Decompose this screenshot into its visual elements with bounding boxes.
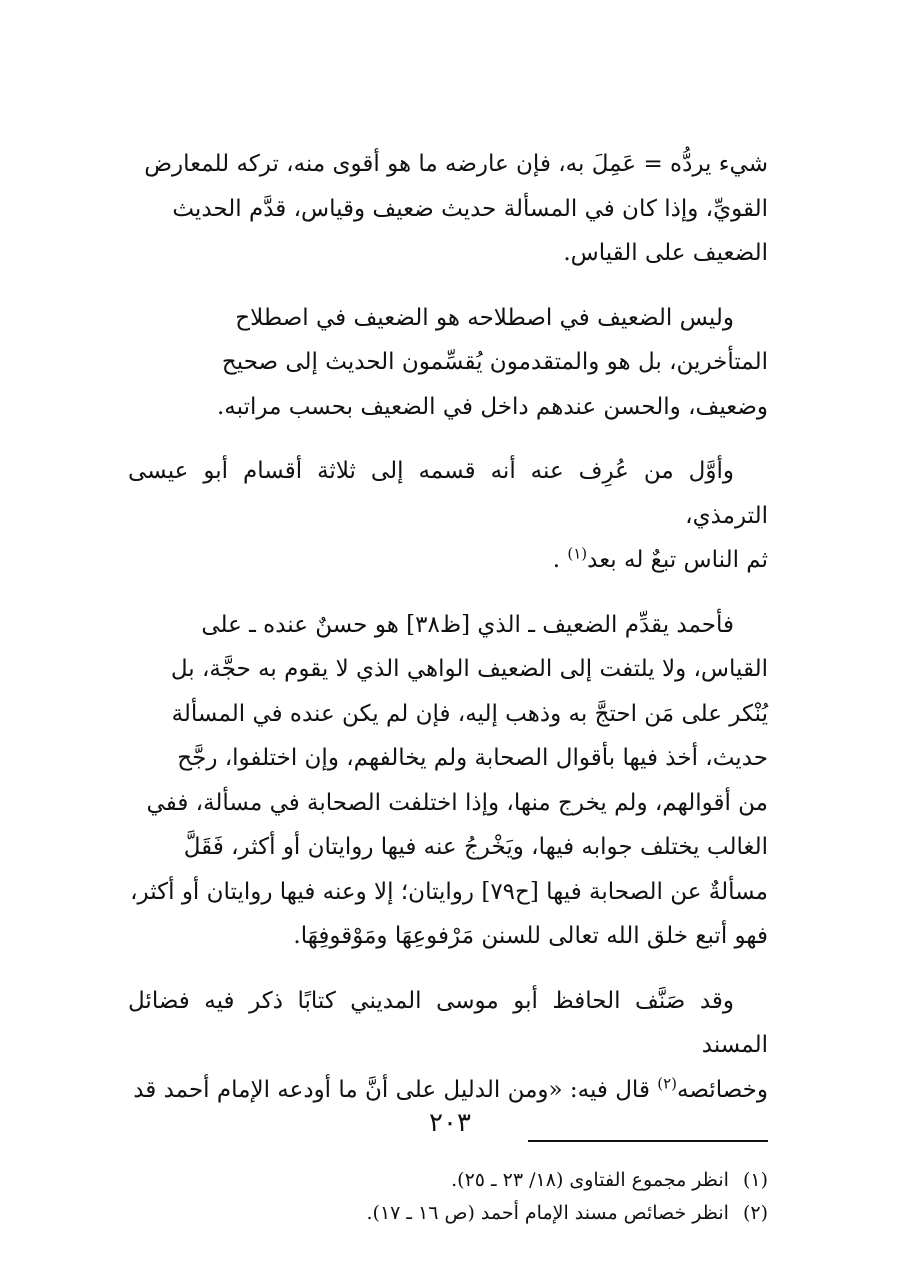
paragraph-line: الضعيف على القياس. (563, 240, 768, 266)
paragraph-line: وأوَّل من عُرِف عنه أنه قسمه إلى ثلاثة أقسام أبو عيسى الترمذي، (128, 458, 768, 529)
footnote-number: (١) (742, 1169, 768, 1191)
paragraph-line: ثم الناس تبعٌ له بعد (587, 547, 768, 573)
paragraph-line: فهو أتبع خلق الله تعالى للسنن مَرْفوعِهَا ومَوْقوفِهَا. (293, 923, 768, 949)
paragraph-1 (128, 142, 768, 276)
paragraph-line: مسألةٌ عن الصحابة فيها [ح٧٩] روايتان؛ إلا وعنه فيها روايتان أو أكثر، (130, 878, 768, 905)
paragraph-line: وليس الضعيف في اصطلاحه هو الضعيف في اصطلاح (235, 304, 734, 331)
footnote-ref-1[interactable]: (١) (567, 544, 588, 563)
paragraph-line-rest: قال فيه: «ومن الدليل على أنَّ ما أودعه الإمام أحمد قد (133, 1076, 658, 1103)
footnote-ref-2[interactable]: (٢) (657, 1073, 678, 1092)
footnote-text: انظر مجموع الفتاوى (١٨/ ٢٣ ـ ٢٥). (451, 1169, 729, 1191)
paragraph-end-mark: . (552, 547, 561, 573)
paragraph-line: حديث، أخذ فيها بأقوال الصحابة ولم يخالفهم، وإن اختلفوا، رجَّح (177, 745, 768, 771)
paragraph-3 (128, 449, 768, 583)
footnotes (128, 1164, 768, 1230)
paragraph-line: وقد صَنَّف الحافظ أبو موسى المديني كتابًا ذكر فيه فضائل المسند (128, 987, 768, 1058)
paragraph-line: القياس، ولا يلتفت إلى الضعيف الواهي الذي لا يقوم به حجَّة، بل (170, 656, 768, 682)
footnote-2 (128, 1197, 768, 1230)
main-text (128, 142, 768, 1112)
paragraph-line: وضعيف، والحسن عندهم داخل في الضعيف بحسب مراتبه. (217, 393, 768, 420)
footnote-number: (٢) (742, 1202, 768, 1224)
paragraph-line: يُنْكر على مَن احتجَّ به وذهب إليه، فإن لم يكن عنده في المسألة (171, 700, 768, 727)
footnote-text: انظر خصائص مسند الإمام أحمد (ص ١٦ ـ ١٧). (366, 1202, 729, 1224)
paragraph-line: من أقوالهم، ولم يخرج منها، وإذا اختلفت الصحابة في مسألة، ففي (146, 789, 768, 816)
paragraph-2 (128, 296, 768, 430)
paragraph-4 (128, 603, 768, 959)
footnote-separator (528, 1140, 768, 1142)
paragraph-line: القويِّ، وإذا كان في المسألة حديث ضعيف وقياس، قدَّم الحديث (172, 195, 768, 222)
paragraph-line: فأحمد يقدِّم الضعيف ـ الذي [ظ٣٨] هو حسنٌ عنده ـ على (201, 611, 734, 638)
paragraph-line: الغالب يختلف جوابه فيها، ويَخْرجُ عنه فيها روايتان أو أكثر، فَقَلَّ (183, 834, 768, 860)
paragraph-line: شيء يردُّه = عَمِلَ به، فإن عارضه ما هو أقوى منه، تركه للمعارض (144, 151, 768, 177)
paragraph-5 (128, 979, 768, 1113)
page-number: ٢٠٣ (429, 1108, 471, 1138)
footnote-1 (128, 1164, 768, 1197)
paragraph-line-start: وخصائصه (677, 1076, 768, 1103)
paragraph-line: المتأخرين، بل هو والمتقدمون يُقسِّمون الحديث إلى صحيح (221, 349, 768, 375)
